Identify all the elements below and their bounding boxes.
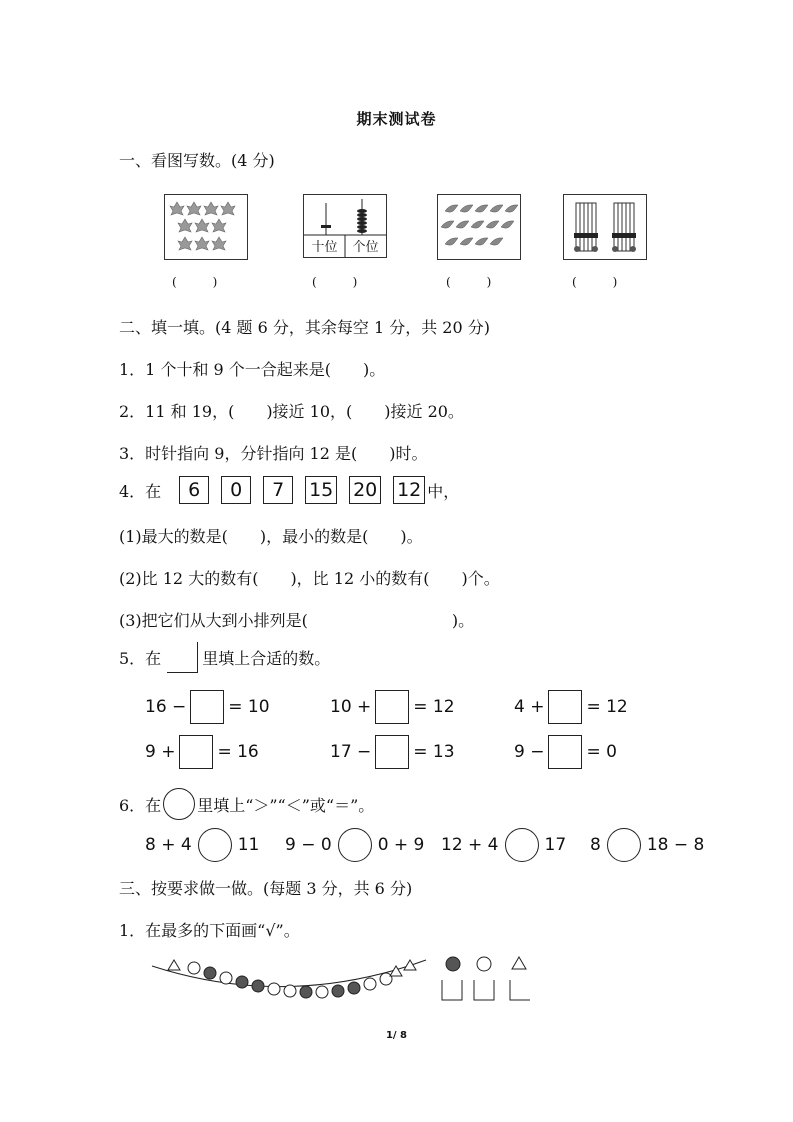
equation-left: 4 +: [514, 697, 545, 717]
equation: [145, 735, 259, 769]
equation: [330, 690, 455, 724]
number-card: 20: [349, 476, 381, 504]
abacus-tens-label: 十位: [311, 240, 338, 255]
equation-left: 16 −: [145, 697, 187, 717]
white-bead-option: [477, 957, 491, 971]
q5-suffix: 里填上合适的数。: [202, 649, 331, 668]
white-bead: [268, 983, 280, 995]
compare-circle[interactable]: [338, 828, 372, 862]
compare-left: 12 + 4: [441, 835, 499, 855]
answer-box[interactable]: [190, 690, 224, 724]
sticks-picture: [563, 194, 647, 260]
equation-right: = 13: [413, 742, 455, 762]
question-2-4-2: (2)比 12 大的数有( )，比 12 小的数有( )个。: [119, 569, 500, 588]
equation-right: = 0: [586, 742, 617, 762]
question-2-5: [119, 642, 330, 673]
check-box: [474, 980, 494, 1000]
check-box: [510, 980, 530, 1000]
gray-bead: [236, 976, 248, 988]
q5-prefix: 5．在: [119, 649, 162, 668]
answer-blank-1[interactable]: ( ): [172, 275, 218, 289]
equation-left: 17 −: [330, 742, 372, 762]
gray-bead: [300, 986, 312, 998]
bead-string-picture: [148, 950, 548, 1005]
question-2-4-3: (3)把它们从大到小排列是( )。: [119, 611, 475, 630]
triangle-option: [512, 957, 526, 969]
white-bead: [188, 962, 200, 974]
section1-heading: 一、看图写数。(4 分): [119, 151, 275, 170]
compare-left: 8: [590, 835, 601, 855]
equation-right: = 12: [413, 697, 455, 717]
answer-blank-4[interactable]: ( ): [572, 275, 618, 289]
leaves-picture: [164, 194, 248, 260]
equation-left: 10 +: [330, 697, 372, 717]
comparison: [590, 828, 704, 862]
question-2-1: 1．1 个十和 9 个一合起来是( )。: [119, 360, 386, 379]
white-bead: [316, 986, 328, 998]
comparison: [285, 828, 424, 862]
equation: [330, 735, 455, 769]
compare-left: 8 + 4: [145, 835, 192, 855]
answer-box[interactable]: [375, 735, 409, 769]
white-bead: [364, 978, 376, 990]
equation-right: = 16: [217, 742, 259, 762]
q6-prefix: 6．在: [119, 795, 162, 815]
bird-icons: [438, 195, 520, 259]
compare-right: 11: [237, 835, 260, 855]
blank-square-example: [167, 642, 198, 673]
equation-left: 9 +: [145, 742, 176, 762]
check-box: [442, 980, 462, 1000]
compare-circle[interactable]: [607, 828, 641, 862]
white-bead: [220, 972, 232, 984]
q4-suffix: 中，: [427, 481, 460, 501]
answer-box[interactable]: [548, 735, 582, 769]
white-bead: [284, 985, 296, 997]
equation-right: = 12: [586, 697, 628, 717]
number-card: 6: [179, 476, 209, 504]
page-title: 期末测试卷: [356, 110, 437, 128]
q6-suffix: 里填上“＞”“＜”或“＝”。: [197, 795, 375, 815]
section3-heading: 三、按要求做一做。(每题 3 分，共 6 分): [119, 879, 413, 898]
birds-picture: [437, 194, 521, 260]
number-card: 0: [221, 476, 251, 504]
compare-circle[interactable]: [198, 828, 232, 862]
gray-bead: [204, 967, 216, 979]
triangle-bead: [168, 960, 180, 970]
number-card: 15: [305, 476, 337, 504]
question-3-1: 1．在最多的下面画“√”。: [119, 921, 300, 940]
abacus-ones-label: 个位: [352, 240, 379, 255]
compare-right: 17: [544, 835, 567, 855]
blank-circle-example: [163, 788, 195, 820]
gray-bead: [252, 980, 264, 992]
question-2-2: 2．11 和 19，( )接近 10，( )接近 20。: [119, 402, 464, 421]
abacus-picture: [303, 194, 387, 258]
stick-bundles: [564, 195, 646, 259]
comparison: [145, 828, 259, 862]
answer-box[interactable]: [375, 690, 409, 724]
question-2-3: 3．时针指向 9，分针指向 12 是( )时。: [119, 444, 428, 463]
answer-box[interactable]: [179, 735, 213, 769]
equation: [514, 735, 617, 769]
compare-right: 18 − 8: [646, 835, 705, 855]
triangle-bead: [404, 960, 416, 970]
section2-heading: 二、填一填。(4 题 6 分，其余每空 1 分，共 20 分): [119, 318, 490, 337]
question-2-4: [119, 476, 459, 504]
equation-left: 9 −: [514, 742, 545, 762]
equation-right: = 10: [228, 697, 270, 717]
compare-right: 0 + 9: [377, 835, 425, 855]
equation: [514, 690, 628, 724]
gray-bead-option: [446, 957, 460, 971]
compare-left: 9 − 0: [285, 835, 332, 855]
comparison: [441, 828, 566, 862]
answer-blank-2[interactable]: ( ): [312, 275, 358, 289]
answer-box[interactable]: [548, 690, 582, 724]
question-2-4-1: (1)最大的数是( )，最小的数是( )。: [119, 527, 423, 546]
compare-circle[interactable]: [505, 828, 539, 862]
page-number: 1/ 8: [385, 1030, 408, 1041]
gray-bead: [332, 985, 344, 997]
answer-blank-3[interactable]: ( ): [446, 275, 492, 289]
q4-prefix: 4．在: [119, 481, 162, 501]
equation: [145, 690, 270, 724]
number-card: 7: [263, 476, 293, 504]
gray-bead: [348, 982, 360, 994]
number-card: 12: [393, 476, 425, 504]
leaf-icons: [165, 195, 247, 259]
question-2-6: [119, 788, 374, 820]
